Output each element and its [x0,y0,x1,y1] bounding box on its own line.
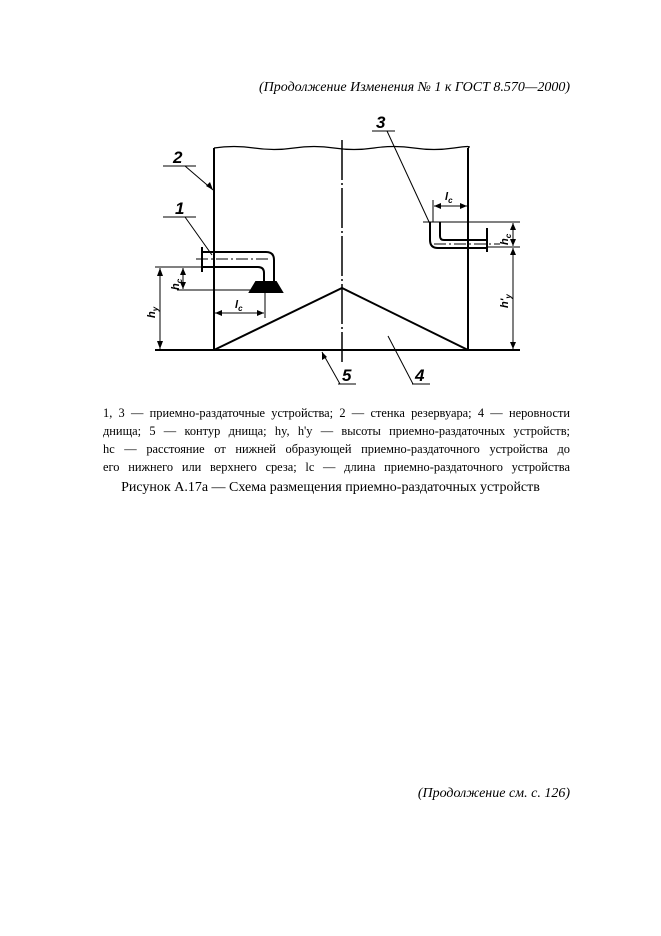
dim-label-hc-left: $h_c$ [170,278,184,290]
legend-line: днища; 5 — контур днища; hy, h'y — высоты приемно-раздаточных устройств; [103,424,570,438]
label-bottom-contour: 5 [342,366,352,385]
label-device-1: 1 [175,199,185,218]
dim-label-hc-right: $h_c$ [499,233,513,245]
pipe-left [202,252,274,282]
dim-label-lc-left: $l_c$ [235,299,243,313]
figure-caption: Рисунок А.17а — Схема размещения приемно-раздаточных устройств [121,480,540,495]
label-unevenness: 4 [415,366,425,385]
legend-line: 1, 3 — приемно-раздаточные устройства; 2 — стенка резервуара; 4 — неровности [103,406,570,420]
dim-label-hy: $h_y$ [146,306,160,318]
dim-label-hy-prime: $h'_y$ [499,294,513,308]
page-footer: (Продолжение см. с. 126) [417,786,570,801]
figure-legend [103,404,570,476]
label-wall: 2 [173,148,183,167]
dim-label-lc-right: $l_c$ [445,191,453,205]
label-device-3: 3 [376,113,386,132]
legend-line: hc — расстояние от нижней образующей приемно-раздаточного устройства до [103,442,570,456]
bottom-unevenness [214,288,468,350]
legend-line: его нижнего или верхнего среза; lc — длина приемно-раздаточного устройства [103,460,570,474]
page-header: (Продолжение Изменения № 1 к ГОСТ 8.570—2000) [259,80,570,95]
